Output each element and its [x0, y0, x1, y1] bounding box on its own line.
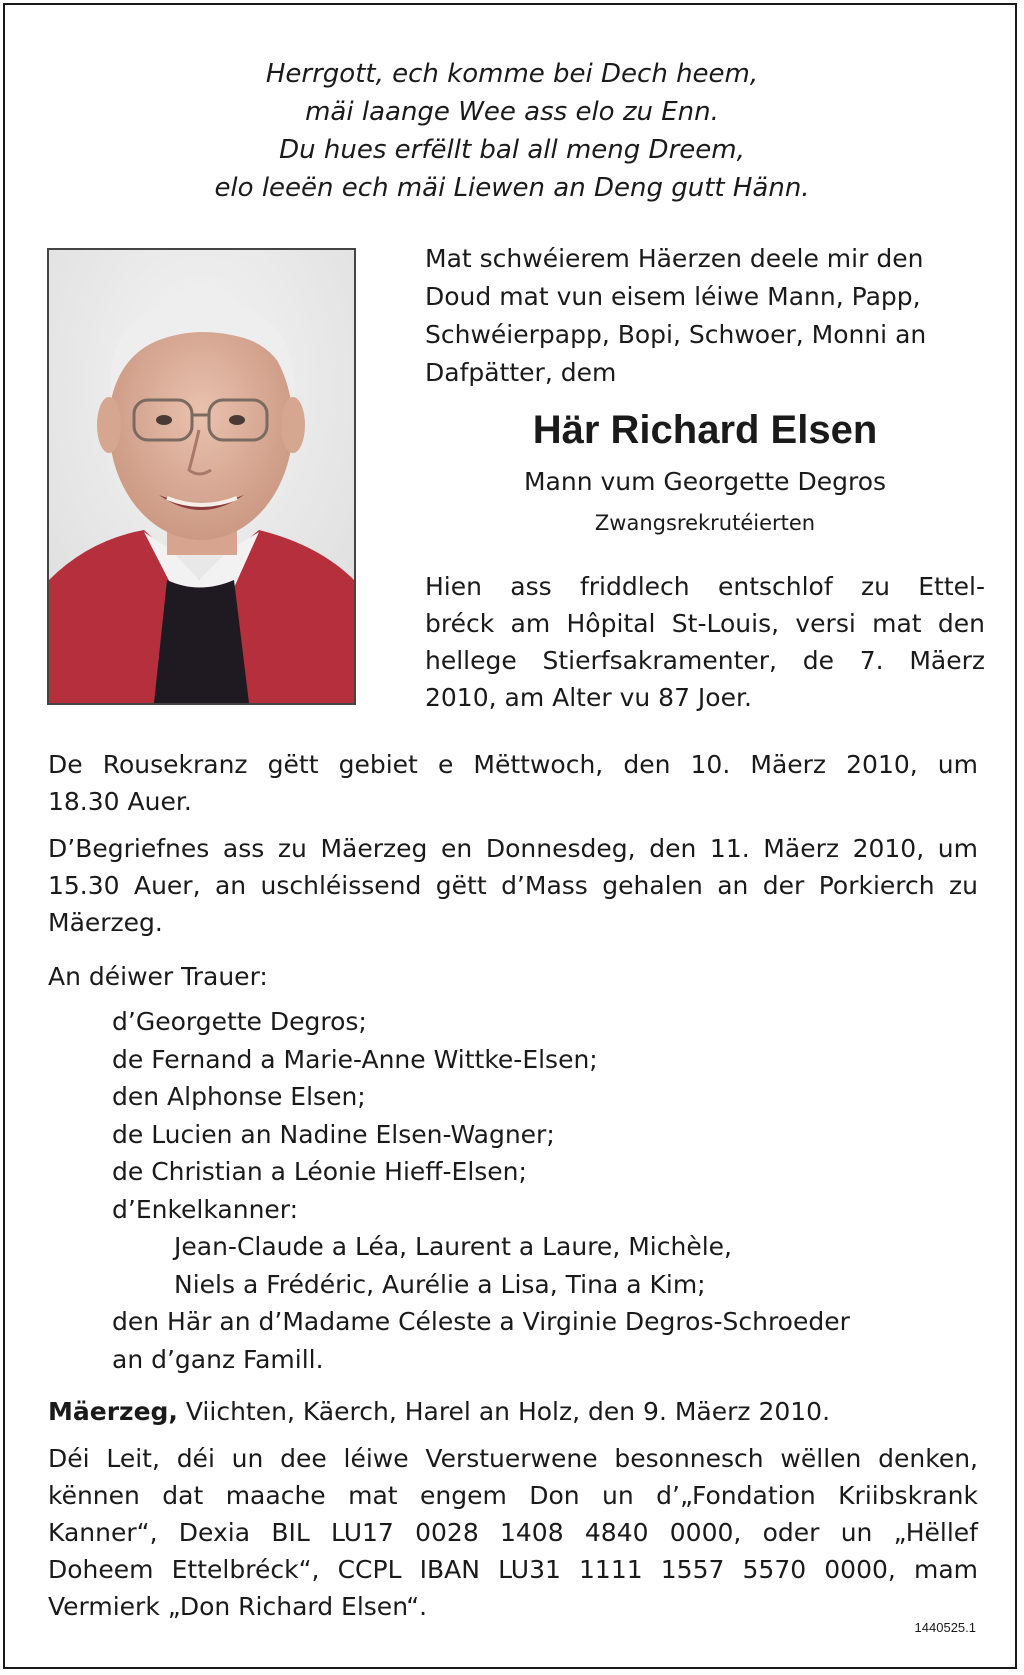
- death-line: bréck am Hôpital St-Louis, versi mat den: [425, 609, 985, 638]
- role-line: Zwangsrekrutéierten: [594, 511, 816, 535]
- reference-number: 1440525.1: [914, 1620, 976, 1635]
- place-date-line: [48, 1393, 978, 1430]
- death-details: [425, 568, 985, 716]
- place-bold: Mäerzeg,: [48, 1397, 178, 1426]
- donation-line: kënnen dat maache mat engem Don un d’„Fondation Kriibskrank: [48, 1481, 978, 1510]
- mourning-heading: An déiwer Trauer:: [48, 962, 268, 991]
- intro-line: Dafpätter, dem: [425, 358, 617, 387]
- poem: [0, 55, 1024, 207]
- mourner-item: an d’ganz Famill.: [112, 1344, 324, 1374]
- grandchildren-line: Niels a Frédéric, Aurélie a Lisa, Tina a Kim;: [174, 1269, 706, 1299]
- grandchildren-line: Jean-Claude a Léa, Laurent a Laure, Michèle,: [174, 1232, 732, 1261]
- death-line: Hien ass friddlech entschlof zu Ettel-: [425, 572, 985, 601]
- rosary-line: 18.30 Auer.: [48, 787, 192, 816]
- intro-line: Schwéierpapp, Bopi, Schwoer, Monni an: [425, 320, 927, 349]
- rosary-paragraph: [48, 746, 978, 820]
- mourners-list: [112, 1003, 972, 1378]
- death-line: 2010, am Alter vu 87 Joer.: [425, 683, 752, 712]
- mourner-item: de Lucien an Nadine Elsen-Wagner;: [112, 1119, 555, 1149]
- donation-line: Doheem Ettelbréck“, CCPL IBAN LU31 1111 1557 5570 0000, mam: [48, 1555, 978, 1584]
- donation-line: Déi Leit, déi un dee léiwe Verstuerwene besonnesch wëllen denken,: [48, 1444, 978, 1473]
- donation-paragraph: [48, 1440, 978, 1625]
- poem-line: elo leeën ech mäi Liewen an Deng gutt Hänn.: [214, 173, 810, 203]
- poem-line: mäi laange Wee ass elo zu Enn.: [305, 97, 719, 127]
- portrait-illustration: [49, 250, 354, 703]
- mourner-item: d’Enkelkanner:: [112, 1194, 299, 1224]
- poem-line: Herrgott, ech komme bei Dech heem,: [265, 59, 759, 89]
- mourner-item: den Alphonse Elsen;: [112, 1082, 366, 1111]
- spouse-line: Mann vum Georgette Degros: [523, 467, 887, 496]
- funeral-line: 15.30 Auer, an uschléissend gëtt d’Mass gehalen an der Porkierch zu: [48, 871, 978, 900]
- poem-line: Du hues erfëllt bal all meng Dreem,: [279, 135, 745, 165]
- portrait-photo: [47, 248, 356, 705]
- mourner-item: d’Georgette Degros;: [112, 1007, 367, 1036]
- mourner-item: den Här an d’Madame Céleste a Virginie Degros-Schroeder: [112, 1307, 850, 1336]
- funeral-line: D’Begriefnes ass zu Mäerzeg en Donnesdeg, den 11. Mäerz 2010, um: [48, 834, 978, 863]
- death-line: hellege Stierfsakramenter, de 7. Mäerz: [425, 646, 985, 675]
- mourner-item: de Fernand a Marie-Anne Wittke-Elsen;: [112, 1044, 598, 1074]
- intro-line: Doud mat vun eisem léiwe Mann, Papp,: [425, 282, 921, 311]
- deceased-name: Här Richard Elsen: [532, 408, 878, 452]
- donation-line: Kanner“, Dexia BIL LU17 0028 1408 4840 0000, oder un „Hëllef: [48, 1518, 978, 1547]
- intro-line: Mat schwéierem Häerzen deele mir den: [425, 244, 924, 273]
- funeral-line: Mäerzeg.: [48, 908, 163, 937]
- announcement-intro: [425, 240, 985, 392]
- funeral-paragraph: [48, 830, 978, 941]
- mourner-item: de Christian a Léonie Hieff-Elsen;: [112, 1157, 527, 1186]
- place-rest: Viichten, Käerch, Harel an Holz, den 9. Mäerz 2010.: [177, 1397, 831, 1426]
- rosary-line: De Rousekranz gëtt gebiet e Mëttwoch, den 10. Mäerz 2010, um: [48, 750, 978, 779]
- donation-line: Vermierk „Don Richard Elsen“.: [48, 1592, 428, 1621]
